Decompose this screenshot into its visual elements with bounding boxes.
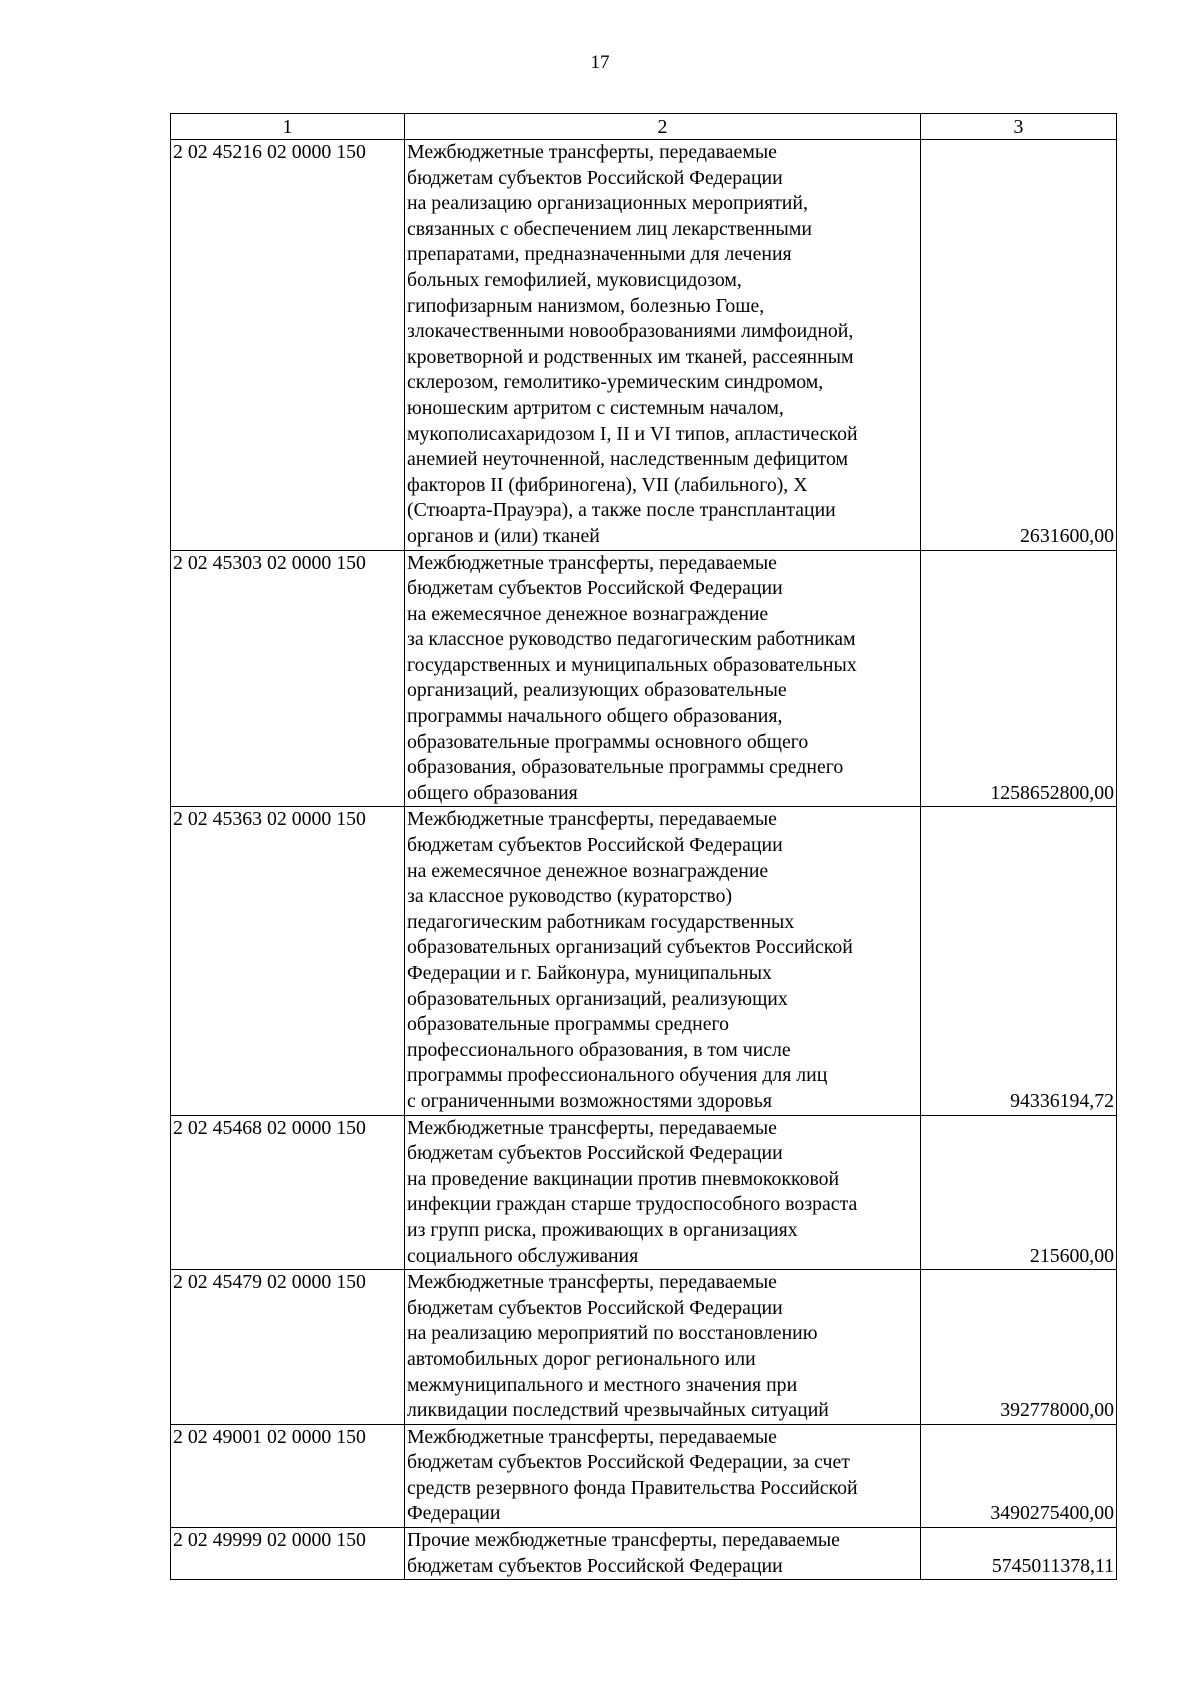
budget-table	[170, 113, 1117, 1580]
description-line: бюджетам субъектов Российской Федерации	[407, 1554, 783, 1577]
budget-code: 2 02 45468 02 0000 150	[171, 1115, 405, 1270]
amount-value: 215600,00	[921, 1115, 1117, 1270]
description-cell	[405, 1424, 921, 1527]
description-line: Прочие межбюджетные трансферты, передаваемые	[407, 1529, 840, 1552]
amount-value: 5745011378,11	[921, 1528, 1117, 1580]
description-line: злокачественными новообразованиями лимфоидной,	[407, 320, 854, 343]
description-line: бюджетам субъектов Российской Федерации	[407, 166, 783, 189]
description-cell	[405, 807, 921, 1115]
table-row	[171, 1528, 1117, 1580]
description-line: связанных с обеспечением лиц лекарственными	[407, 217, 812, 240]
description-cell	[405, 1115, 921, 1270]
description-line: на ежемесячное денежное вознаграждение	[407, 859, 769, 882]
description-line: на реализацию мероприятий по восстановлению	[407, 1322, 818, 1345]
description-line: юношеским артритом с системным началом,	[407, 396, 784, 419]
description-line: Межбюджетные трансферты, передаваемые	[407, 551, 777, 574]
description-line: из групп риска, проживающих в организациях	[407, 1218, 798, 1241]
budget-code: 2 02 45303 02 0000 150	[171, 550, 405, 807]
description-line: мукополисахаридозом I, II и VI типов, апластической	[407, 422, 858, 445]
description-line: бюджетам субъектов Российской Федерации	[407, 834, 783, 857]
description-line: программы профессионального обучения для лиц	[407, 1064, 828, 1087]
description-line: образования, образовательные программы среднего	[407, 756, 844, 779]
column-header-description: 2	[405, 114, 921, 140]
header-row	[171, 114, 1117, 140]
description-line: Межбюджетные трансферты, передаваемые	[407, 141, 777, 163]
budget-code: 2 02 45479 02 0000 150	[171, 1270, 405, 1425]
description-line: организаций, реализующих образовательные	[407, 679, 787, 702]
description-line: больных гемофилией, муковисцидозом,	[407, 268, 742, 291]
description-cell	[405, 1528, 921, 1580]
description-line: образовательные программы основного общего	[407, 730, 809, 753]
table-row	[171, 140, 1117, 551]
description-line: межмуниципального и местного значения при	[407, 1373, 798, 1396]
table-row	[171, 550, 1117, 807]
column-header-code: 1	[171, 114, 405, 140]
description-line: бюджетам субъектов Российской Федерации	[407, 1296, 783, 1319]
description-line: бюджетам субъектов Российской Федерации, за счет	[407, 1451, 850, 1474]
description-line: Межбюджетные трансферты, передаваемые	[407, 808, 777, 831]
amount-value: 94336194,72	[921, 807, 1117, 1115]
description-line: за классное руководство педагогическим работникам	[407, 628, 856, 651]
description-line: за классное руководство (кураторство)	[407, 885, 733, 908]
description-line: социального обслуживания	[407, 1244, 639, 1267]
budget-code: 2 02 49999 02 0000 150	[171, 1528, 405, 1580]
description-line: гипофизарным нанизмом, болезнью Гоше,	[407, 294, 765, 317]
description-line: образовательные программы среднего	[407, 1013, 730, 1036]
description-line: склерозом, гемолитико-уремическим синдромом,	[407, 371, 824, 394]
description-line: органов и (или) тканей	[407, 524, 600, 547]
amount-value: 1258652800,00	[921, 550, 1117, 807]
description-cell	[405, 1270, 921, 1425]
description-line: инфекции граждан старше трудоспособного возраста	[407, 1193, 858, 1216]
description-line: на реализацию организационных мероприятий,	[407, 192, 808, 215]
budget-code: 2 02 45363 02 0000 150	[171, 807, 405, 1115]
description-line: средств резервного фонда Правительства Российской	[407, 1476, 858, 1499]
column-header-amount: 3	[921, 114, 1117, 140]
table-row	[171, 1424, 1117, 1527]
amount-value: 2631600,00	[921, 140, 1117, 551]
description-line: государственных и муниципальных образовательных	[407, 653, 857, 676]
description-line: ликвидации последствий чрезвычайных ситуаций	[407, 1399, 829, 1422]
description-line: профессионального образования, в том числе	[407, 1038, 791, 1061]
description-line: автомобильных дорог регионального или	[407, 1347, 756, 1370]
description-line: Межбюджетные трансферты, передаваемые	[407, 1425, 777, 1448]
description-line: бюджетам субъектов Российской Федерации	[407, 577, 783, 600]
description-line: на ежемесячное денежное вознаграждение	[407, 602, 769, 625]
description-line: препаратами, предназначенными для лечения	[407, 243, 792, 266]
description-line: общего образования	[407, 781, 578, 804]
description-line: (Стюарта-Прауэра), а также после трансплантации	[407, 499, 836, 522]
page-number: 17	[590, 52, 610, 73]
description-line: образовательных организаций субъектов Российской	[407, 936, 853, 959]
description-line: бюджетам субъектов Российской Федерации	[407, 1142, 783, 1165]
description-line: программы начального общего образования,	[407, 705, 783, 728]
description-line: с ограниченными возможностями здоровья	[407, 1089, 772, 1112]
description-line: педагогическим работникам государственных	[407, 910, 795, 933]
description-line: на проведение вакцинации против пневмококковой	[407, 1167, 840, 1190]
table-header	[171, 114, 1117, 140]
budget-code: 2 02 49001 02 0000 150	[171, 1424, 405, 1527]
description-cell	[405, 550, 921, 807]
amount-value: 392778000,00	[921, 1270, 1117, 1425]
table-row	[171, 1270, 1117, 1425]
description-line: анемией неуточненной, наследственным дефицитом	[407, 448, 848, 471]
description-line: образовательных организаций, реализующих	[407, 987, 788, 1010]
description-line: Федерации	[407, 1502, 501, 1525]
description-line: Федерации и г. Байконура, муниципальных	[407, 962, 772, 984]
table-row	[171, 1115, 1117, 1270]
description-line: кроветворной и родственных им тканей, рассеянным	[407, 345, 854, 368]
table-body	[171, 140, 1117, 1580]
description-cell	[405, 140, 921, 551]
table-row	[171, 807, 1117, 1115]
description-line: Межбюджетные трансферты, передаваемые	[407, 1271, 777, 1294]
budget-code: 2 02 45216 02 0000 150	[171, 140, 405, 551]
description-line: факторов II (фибриногена), VII (лабильного), X	[407, 473, 808, 496]
description-line: Межбюджетные трансферты, передаваемые	[407, 1116, 777, 1139]
amount-value: 3490275400,00	[921, 1424, 1117, 1527]
